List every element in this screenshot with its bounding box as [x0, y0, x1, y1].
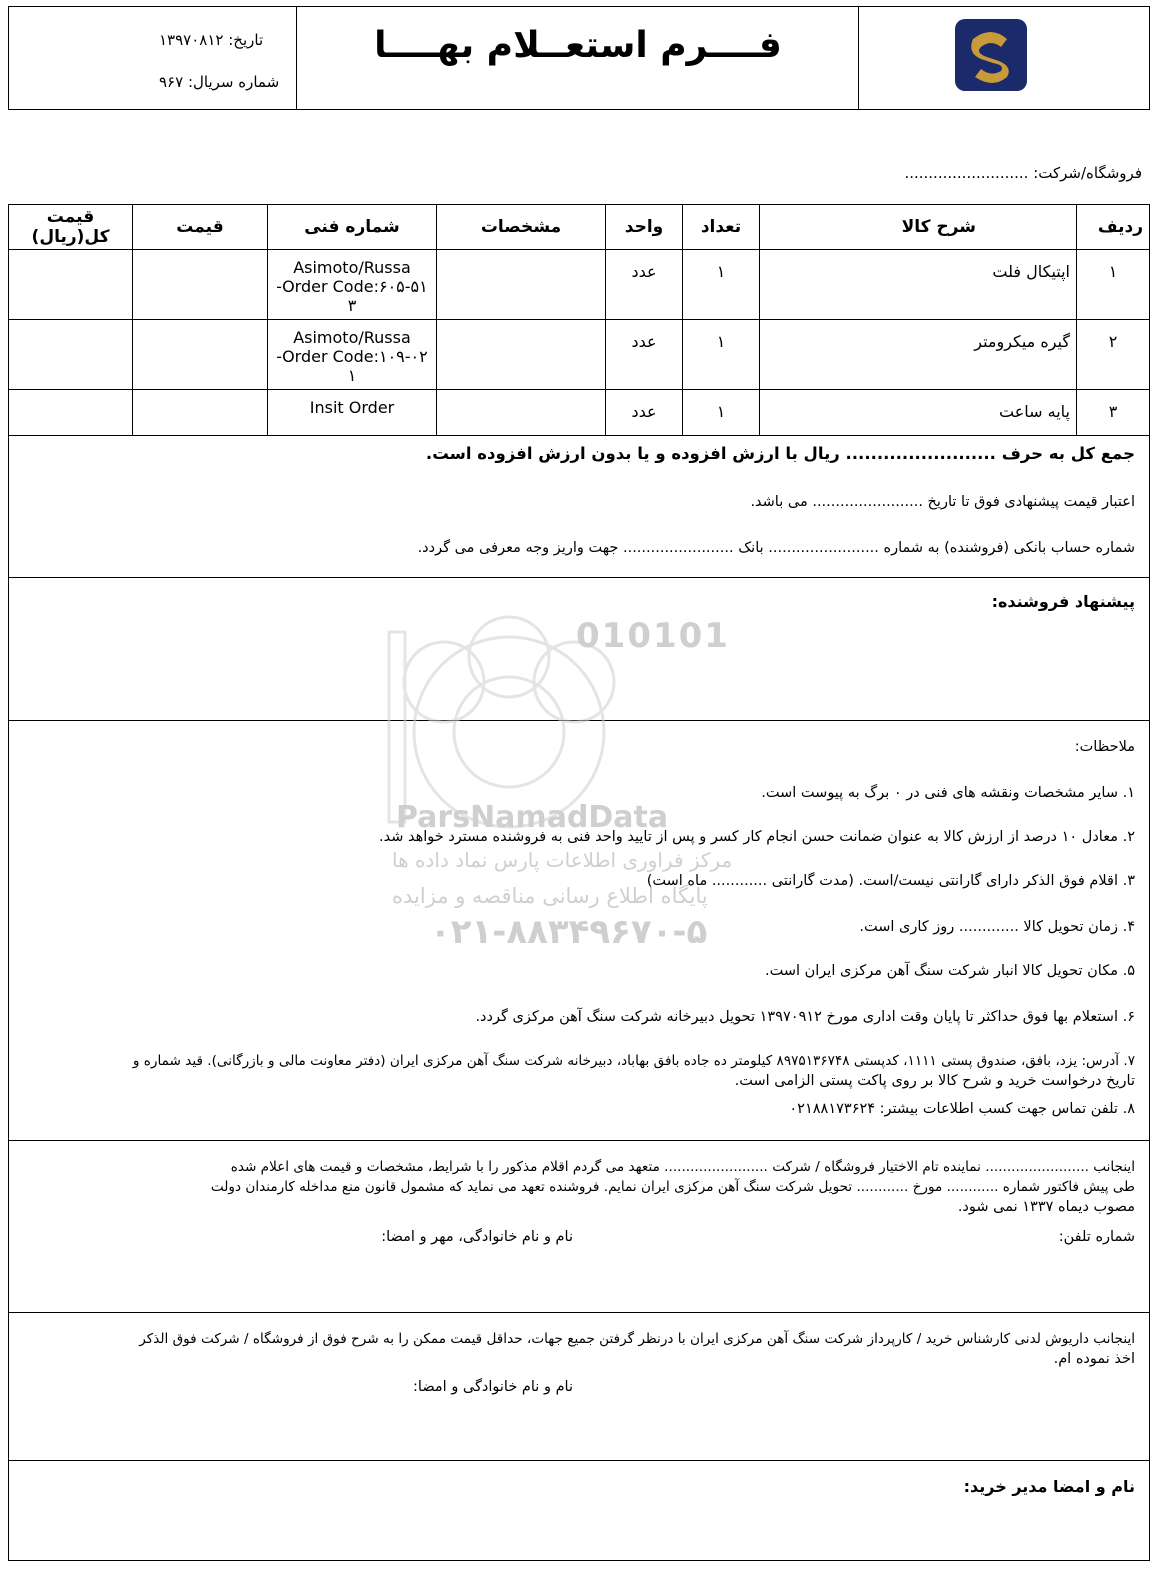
col-total: قیمت کل(ریال) [9, 205, 133, 250]
row-description: اپتیکال فلت [760, 250, 1077, 320]
page-title: فــــرم استعــلام بهــــا [374, 25, 782, 66]
tech-line: Asimoto/Russa [293, 328, 411, 347]
row-tech-no [268, 250, 437, 320]
col-tech-no: شماره فنی [268, 205, 437, 250]
row-total [9, 320, 133, 390]
table-header-row [9, 205, 1150, 250]
items-table [8, 204, 1150, 436]
commitment-line: طی پیش فاکتور شماره ............ مورخ ............ تحویل شرکت سنگ آهن مرکزی ایران نمایم. فروشنده تعهد می نماید که مشمول قانون منع مداخله کارمندان دولت [210, 1179, 1135, 1195]
commitment-line: اینجانب ........................ نماینده تام الاختیار فروشگاه / شرکت ........................ متعهد می گردم اقلام مذکور را با شرایط، مشخصات و قیمت های اعلام شده [230, 1159, 1135, 1175]
signature-label: نام و نام خانوادگی، مهر و امضا: [381, 1229, 573, 1245]
price-validity: اعتبار قیمت پیشنهادی فوق تا تاریخ ........................ می باشد. [750, 494, 1135, 510]
total-in-words: جمع کل به حرف ........................ ریال با ارزش افزوده و یا بدون ارزش افزوده است. [425, 444, 1135, 463]
table-row [9, 390, 1150, 436]
row-spec [437, 250, 606, 320]
watermark-line: پایگاه اطلاع رسانی مناقصه و مزایده [392, 884, 708, 908]
watermark-line: مرکز فراوری اطلاعات پارس نماد داده ها [392, 848, 733, 872]
row-spec [437, 390, 606, 436]
tech-line: Asimoto/Russa [293, 258, 411, 277]
bank-account: شماره حساب بانکی (فروشنده) به شماره ........................ بانک ........................ جهت واریز وجه معرفی می گردد. [417, 540, 1135, 556]
row-tech-no: Insit Order [268, 390, 437, 436]
notes-title: ملاحظات: [1074, 739, 1135, 755]
col-row-no: ردیف [1077, 205, 1150, 250]
row-qty: ۱ [683, 250, 760, 320]
tech-line: ۱ [347, 366, 357, 385]
row-unit: عدد [606, 390, 683, 436]
col-spec: مشخصات [437, 205, 606, 250]
watermark-bits: 010101 [576, 616, 730, 656]
row-qty: ۱ [683, 390, 760, 436]
serial-label: شماره سریال: ۹۶۷ [159, 73, 280, 91]
row-total [9, 390, 133, 436]
row-tech-no [268, 320, 437, 390]
note-item: ۳. اقلام فوق الذکر دارای گارانتی نیست/است. (مدت گارانتی ............ ماه است) [646, 873, 1135, 889]
tech-line: ۳ [347, 296, 357, 315]
table-row [9, 320, 1150, 390]
tech-line: Order Code:۱۰۹-۰۲- [276, 347, 428, 366]
logo-cell [858, 7, 1149, 109]
phone-label: شماره تلفن: [1058, 1229, 1135, 1245]
row-description: گیره میکرومتر [760, 320, 1077, 390]
manager-label: نام و امضا مدیر خرید: [963, 1477, 1135, 1496]
company-logo-icon [953, 17, 1029, 93]
buyer-signature-label: نام و نام خانوادگی و امضا: [413, 1379, 573, 1395]
row-price [133, 390, 268, 436]
date-label: تاریخ: ۱۳۹۷۰۸۱۲ [159, 31, 264, 49]
note-item: ۴. زمان تحویل کالا ............. روز کاری است. [859, 919, 1135, 935]
row-qty: ۱ [683, 320, 760, 390]
watermark-phone: ۰۲۱-۸۸۳۴۹۶۷۰-۵ [430, 912, 708, 952]
buyer-section [8, 1313, 1150, 1461]
note-item: ۶. استعلام بها فوق حداکثر تا پایان وقت اداری مورخ ۱۳۹۷۰۹۱۲ تحویل دبیرخانه شرکت سنگ آهن مرکزی گردد. [475, 1009, 1135, 1025]
seller-offer-label: پیشنهاد فروشنده: [991, 592, 1135, 611]
buyer-line: اخذ نموده ام. [1053, 1351, 1135, 1367]
note-item: ۱. سایر مشخصات ونقشه های فنی در ۰ برگ به پیوست است. [761, 785, 1135, 801]
col-unit: واحد [606, 205, 683, 250]
row-description: پایه ساعت [760, 390, 1077, 436]
buyer-line: اینجانب داریوش لدنی کارشناس خرید / کارپرداز شرکت سنگ آهن مرکزی ایران با درنظر گرفتن جمیع جهات، حداقل قیمت ممکن را به شرح فوق از فروشگاه / شرکت فوق الذکر [139, 1331, 1135, 1347]
tech-line: Order Code:۶۰۵-۵۱- [276, 277, 428, 296]
row-no: ۱ [1077, 250, 1150, 320]
row-spec [437, 320, 606, 390]
note-item: ۲. معادل ۱۰ درصد از ارزش کالا به عنوان ضمانت حسن انجام کار کسر و پس از تایید واحد فنی به فروشنده مسترد خواهد شد. [379, 829, 1135, 845]
note-item: ۷. آدرس: یزد، بافق، صندوق پستی ۱۱۱۱، کدپستی ۸۹۷۵۱۳۶۷۴۸ کیلومتر ده جاده بافق بهاباد، دبیرخانه شرکت سنگ آهن مرکزی ایران (دفتر معاونت مالی و بازرگانی). قید شماره و [132, 1053, 1135, 1069]
row-price [133, 320, 268, 390]
note-item: ۸. تلفن تماس جهت کسب اطلاعات بیشتر: ۰۲۱۸۸۱۷۳۶۲۴ [789, 1101, 1135, 1117]
row-no: ۳ [1077, 390, 1150, 436]
title-cell [296, 7, 859, 109]
header-box [8, 6, 1150, 110]
commitment-line: مصوب دیماه ۱۳۳۷ نمی شود. [957, 1199, 1135, 1215]
row-unit: عدد [606, 320, 683, 390]
table-row [9, 250, 1150, 320]
col-quantity: تعداد [683, 205, 760, 250]
col-price: قیمت [133, 205, 268, 250]
commitment-section [8, 1141, 1150, 1313]
totals-section [8, 432, 1150, 578]
row-unit: عدد [606, 250, 683, 320]
store-line: فروشگاه/شرکت: .......................... [904, 164, 1142, 182]
row-total [9, 250, 133, 320]
note-item: تاریخ درخواست خرید و شرح کالا بر روی پاکت پستی الزامی است. [734, 1073, 1135, 1089]
note-item: ۵. مکان تحویل کالا انبار شرکت سنگ آهن مرکزی ایران است. [765, 963, 1135, 979]
watermark-brand: ParsNamadData [396, 800, 669, 835]
manager-section [8, 1461, 1150, 1561]
row-no: ۲ [1077, 320, 1150, 390]
col-description: شرح کالا [760, 205, 1077, 250]
row-price [133, 250, 268, 320]
